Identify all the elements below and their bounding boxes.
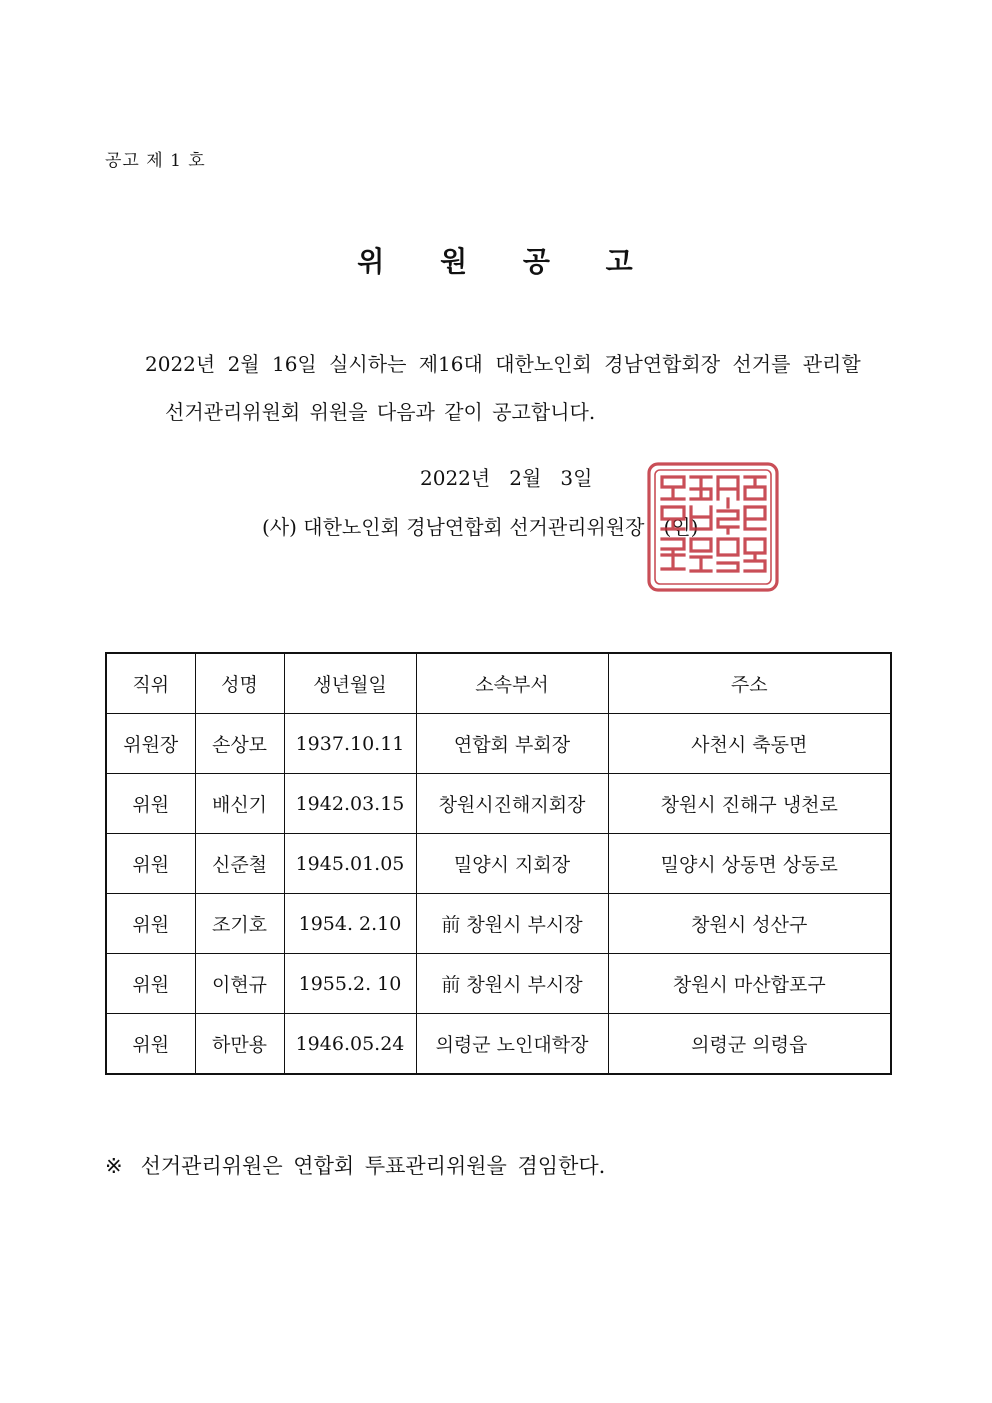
- cell-birthdate: 1945.01.05: [284, 834, 416, 894]
- cell-position: 위원: [106, 894, 195, 954]
- cell-name: 배신기: [195, 774, 284, 834]
- cell-affiliation: 연합회 부회장: [416, 714, 608, 774]
- cell-affiliation: 밀양시 지회장: [416, 834, 608, 894]
- cell-name: 손상모: [195, 714, 284, 774]
- document-title: 위 원 공 고: [357, 245, 635, 278]
- cell-address: 창원시 성산구: [608, 894, 891, 954]
- reference-mark-icon: ※: [105, 1154, 123, 1178]
- committee-members-table: [105, 652, 892, 1075]
- cell-position: 위원장: [106, 714, 195, 774]
- cell-position: 위원: [106, 834, 195, 894]
- cell-position: 위원: [106, 774, 195, 834]
- cell-name: 하만용: [195, 1014, 284, 1075]
- cell-birthdate: 1942.03.15: [284, 774, 416, 834]
- footnote: [105, 1150, 605, 1180]
- cell-name: 이현규: [195, 954, 284, 1014]
- body-line-1: 2022년 2월 16일 실시하는 제16대 대한노인회 경남연합회장 선거를 관리할: [145, 352, 861, 376]
- table-row: [106, 834, 891, 894]
- table-row: [106, 714, 891, 774]
- cell-birthdate: 1946.05.24: [284, 1014, 416, 1075]
- header-address: 주소: [608, 653, 891, 714]
- issuer-line: (사) 대한노인회 경남연합회 선거관리위원장 (인): [262, 515, 699, 539]
- cell-address: 사천시 축동면: [608, 714, 891, 774]
- cell-name: 신준철: [195, 834, 284, 894]
- table-row: [106, 774, 891, 834]
- cell-address: 밀양시 상동면 상동로: [608, 834, 891, 894]
- cell-affiliation: 창원시진해지회장: [416, 774, 608, 834]
- table-row: [106, 954, 891, 1014]
- cell-affiliation: 의령군 노인대학장: [416, 1014, 608, 1075]
- cell-position: 위원: [106, 954, 195, 1014]
- cell-position: 위원: [106, 1014, 195, 1075]
- official-seal-icon: [646, 461, 780, 593]
- cell-birthdate: 1955.2. 10: [284, 954, 416, 1014]
- table-header-row: [106, 653, 891, 714]
- footnote-text: 선거관리위원은 연합회 투표관리위원을 겸임한다.: [140, 1154, 606, 1178]
- table-row: [106, 1014, 891, 1075]
- cell-name: 조기호: [195, 894, 284, 954]
- header-name: 성명: [195, 653, 284, 714]
- cell-birthdate: 1937.10.11: [284, 714, 416, 774]
- cell-address: 창원시 진해구 냉천로: [608, 774, 891, 834]
- notice-number: 공고 제 1 호: [105, 151, 206, 171]
- header-position: 직위: [106, 653, 195, 714]
- header-birthdate: 생년월일: [284, 653, 416, 714]
- cell-address: 의령군 의령읍: [608, 1014, 891, 1075]
- body-line-2: 선거관리위원회 위원을 다음과 같이 공고합니다.: [165, 400, 596, 424]
- cell-address: 창원시 마산합포구: [608, 954, 891, 1014]
- cell-birthdate: 1954. 2.10: [284, 894, 416, 954]
- header-affiliation: 소속부서: [416, 653, 608, 714]
- cell-affiliation: 前 창원시 부시장: [416, 954, 608, 1014]
- cell-affiliation: 前 창원시 부시장: [416, 894, 608, 954]
- table-row: [106, 894, 891, 954]
- notice-date: 2022년 2월 3일: [420, 466, 593, 490]
